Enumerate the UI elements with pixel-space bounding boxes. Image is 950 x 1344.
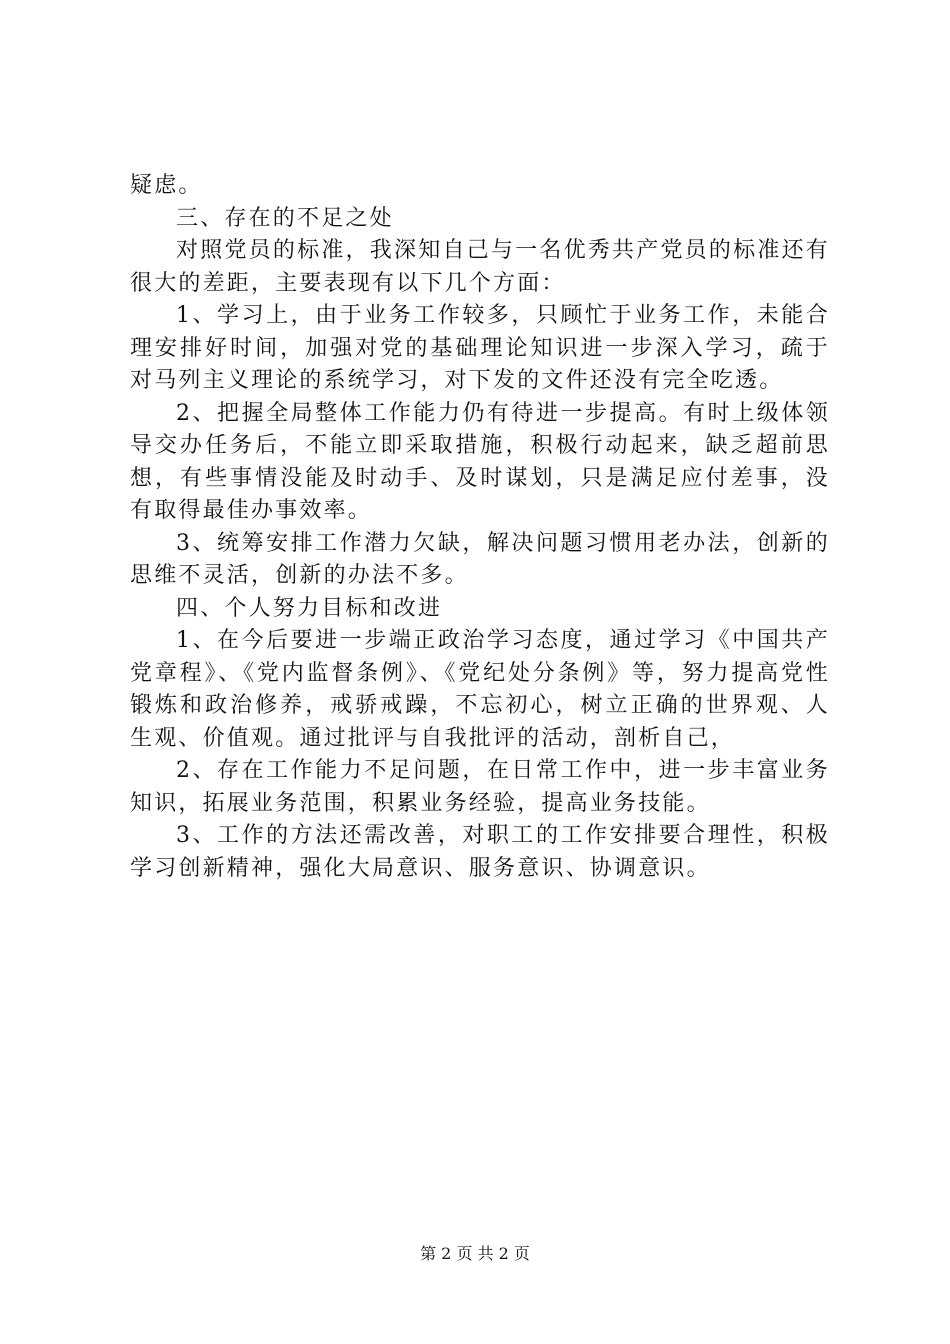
paragraph-shortcoming-2: 2、把握全局整体工作能力仍有待进一步提高。有时上级体领导交办任务后，不能立即采取措施，积极行动起来，缺乏超前思想，有些事情没能及时动手、及时谋划，只是满足应付差事，没有取得最佳办事效率。 bbox=[130, 400, 830, 523]
paragraph-shortcoming-3: 3、统筹安排工作潜力欠缺，解决问题习惯用老办法，创新的思维不灵活，创新的办法不多。 bbox=[130, 530, 830, 588]
section-heading-shortcomings: 三、存在的不足之处 bbox=[176, 205, 394, 231]
paragraph-goal-2: 2、存在工作能力不足问题，在日常工作中，进一步丰富业务知识，拓展业务范围，积累业务经验，提高业务技能。 bbox=[130, 758, 830, 816]
page-footer: 第 2 页 共 2 页 bbox=[420, 1244, 530, 1263]
paragraph-goal-3: 3、工作的方法还需改善，对职工的工作安排要合理性，积极学习创新精神，强化大局意识、服务意识、协调意识。 bbox=[130, 823, 830, 881]
paragraph-continuation: 疑虑。 bbox=[130, 173, 203, 198]
document-body bbox=[130, 170, 830, 885]
paragraph-shortcoming-1: 1、学习上，由于业务工作较多，只顾忙于业务工作，未能合理安排好时间，加强对党的基础理论知识进一步深入学习，疏于对马列主义理论的系统学习，对下发的文件还没有完全吃透。 bbox=[130, 303, 830, 393]
paragraph-goal-1: 1、在今后要进一步端正政治学习态度，通过学习《中国共产党章程》、《党内监督条例》、《党纪处分条例》等，努力提高党性锻炼和政治修养，戒骄戒躁，不忘初心，树立正确的世界观、人生观、价值观。通过批评与自我批评的活动，剖析自己， bbox=[130, 628, 830, 751]
paragraph-intro: 对照党员的标准，我深知自己与一名优秀共产党员的标准还有很大的差距，主要表现有以下几个方面： bbox=[130, 238, 830, 296]
section-heading-goals: 四、个人努力目标和改进 bbox=[176, 595, 443, 621]
